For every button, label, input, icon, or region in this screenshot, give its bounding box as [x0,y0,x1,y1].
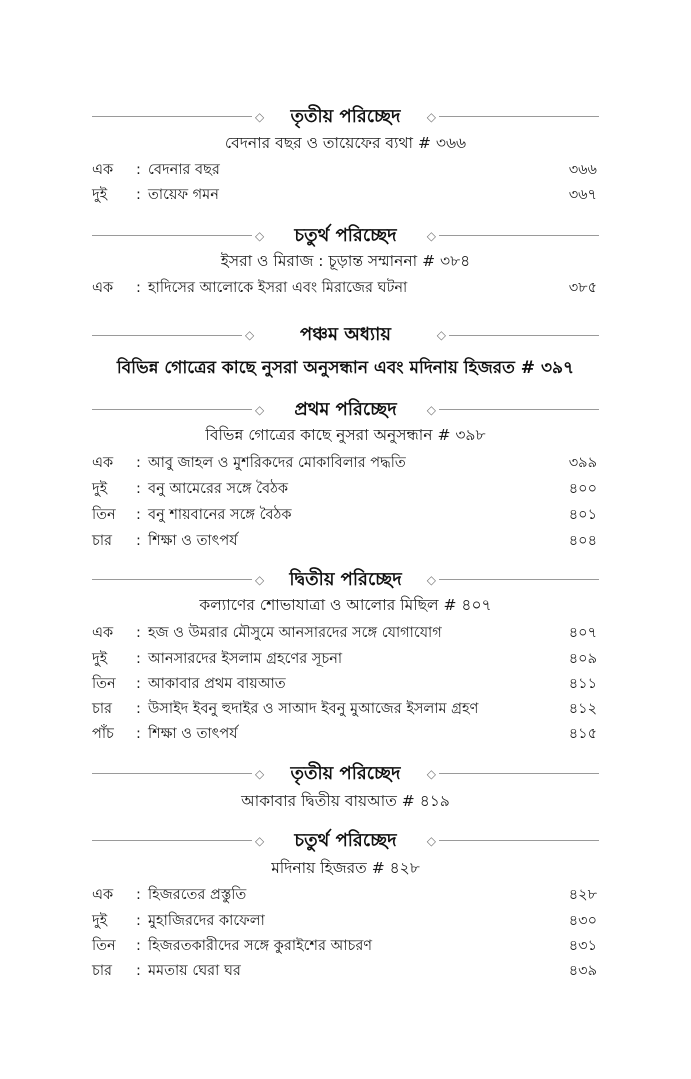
entry-number: এক [92,625,114,641]
entry-separator: : [136,162,141,178]
divider-line [449,335,599,336]
part-title: পঞ্চম অধ্যায় [300,324,391,345]
entry-title: হজ ও উমরার মৌসুমে আনসারদের সঙ্গে যোগাযোগ [148,625,442,641]
ornament-icon: ◇ [255,110,265,124]
toc-entry[interactable] [92,721,599,747]
entry-page: ৪১১ [568,676,597,692]
entry-title: মমতায় ঘেরা ঘর [148,963,241,979]
entry-page: ৪৩১ [568,938,597,954]
toc-entry[interactable] [92,502,599,528]
toc-entry[interactable] [92,958,599,984]
section-title: চতুর্থ পরিচ্ছেদ [294,225,397,246]
entry-separator: : [136,280,141,296]
entry-title: বেদনার বছর [148,162,220,178]
entry-number: পাঁচ [92,726,114,742]
entry-separator: : [136,481,141,497]
section-subtitle: বিভিন্ন গোত্রের কাছে নুসরা অনুসন্ধান # ৩৯৮ [205,426,486,444]
entry-page: ৪০৭ [568,625,597,641]
entry-separator: : [136,676,141,692]
ornament-icon: ◇ [426,573,436,587]
entry-number: চার [92,701,113,717]
entry-number: এক [92,887,114,903]
entry-number: দুই [92,913,108,929]
entry-title: আকাবার প্রথম বায়আত [148,676,286,692]
toc-entry[interactable] [92,157,599,183]
entry-separator: : [136,938,141,954]
ornament-icon: ◇ [426,229,436,243]
entry-page: ৪০১ [568,507,597,523]
entry-separator: : [136,701,141,717]
entry-separator: : [136,726,141,742]
part-subtitle: বিভিন্ন গোত্রের কাছে নুসরা অনুসন্ধান এবং মদিনায় হিজরত # ৩৯৭ [116,358,575,378]
toc-entry[interactable] [92,646,599,672]
divider-line [439,116,599,117]
section-subtitle: কল্যাণের শোভাযাত্রা ও আলোর মিছিল # ৪০৭ [199,596,492,614]
section-subtitle: আকাবার দ্বিতীয় বায়আত # ৪১৯ [241,792,450,810]
entry-number: চার [92,533,113,549]
section-header [92,221,599,251]
ornament-icon: ◇ [426,834,436,848]
ornament-icon: ◇ [426,403,436,417]
entry-title: শিক্ষা ও তাৎপর্য [148,533,238,549]
entry-page: ৪১২ [568,701,597,717]
entry-page: ৪০৯ [568,651,597,667]
entry-separator: : [136,187,141,203]
entry-page: ৪৩৯ [568,963,597,979]
ornament-icon: ◇ [436,328,446,342]
entry-number: দুই [92,187,108,203]
section-title: দ্বিতীয় পরিচ্ছেদ [289,569,402,590]
entry-page: ৩৬৭ [568,187,597,203]
entry-title: আবু জাহল ও মুশরিকদের মোকাবিলার পদ্ধতি [148,455,406,471]
section-subtitle: বেদনার বছর ও তায়েফের ব্যথা # ৩৬৬ [224,134,467,152]
section-header [92,102,599,132]
section-subtitle: মদিনায় হিজরত # ৪২৮ [271,859,420,877]
entry-page: ৩৯৯ [568,455,597,471]
ornament-icon: ◇ [255,834,265,848]
entry-title: হিজরতের প্রস্তুতি [148,887,247,903]
toc-entry[interactable] [92,275,599,301]
section-header [92,826,599,856]
entry-separator: : [136,651,141,667]
toc-entry[interactable] [92,476,599,502]
entry-title: হিজরতকারীদের সঙ্গে কুরাইশের আচরণ [148,938,373,954]
entry-page: ৪০৪ [568,533,597,549]
ornament-icon: ◇ [255,767,265,781]
entry-title: আনসারদের ইসলাম গ্রহণের সূচনা [148,651,343,667]
entry-title: বনু শায়বানের সঙ্গে বৈঠক [148,507,292,523]
section-title: চতুর্থ পরিচ্ছেদ [294,830,397,851]
ornament-icon: ◇ [255,403,265,417]
section-subtitle: ইসরা ও মিরাজ : চূড়ান্ত সম্মাননা # ৩৮৪ [220,252,471,270]
toc-entry[interactable] [92,933,599,959]
entry-separator: : [136,913,141,929]
entry-number: তিন [92,507,116,523]
toc-entry[interactable] [92,908,599,934]
entry-title: মুহাজিরদের কাফেলা [148,913,265,929]
entry-title: উসাইদ ইবনু হুদাইর ও সাআদ ইবনু মুআজের ইসলাম গ্রহণ [148,701,479,717]
part-header [92,320,599,350]
entry-number: তিন [92,938,116,954]
entry-number: দুই [92,651,108,667]
entry-page: ৪২৮ [568,887,597,903]
entry-number: এক [92,455,114,471]
divider-line [439,773,599,774]
section-title: তৃতীয় পরিচ্ছেদ [290,106,401,127]
entry-number: দুই [92,481,108,497]
divider-line [439,840,599,841]
toc-entry[interactable] [92,882,599,908]
ornament-icon: ◇ [255,229,265,243]
section-header [92,759,599,789]
ornament-icon: ◇ [426,110,436,124]
toc-entry[interactable] [92,671,599,697]
toc-entry[interactable] [92,182,599,208]
divider-line [439,235,599,236]
entry-title: বনু আমেরের সঙ্গে বৈঠক [148,481,288,497]
divider-line [439,409,599,410]
entry-number: চার [92,963,113,979]
section-title: প্রথম পরিচ্ছেদ [294,399,397,420]
toc-entry[interactable] [92,450,599,476]
entry-separator: : [136,887,141,903]
entry-title: তায়েফ গমন [148,187,219,203]
entry-title: শিক্ষা ও তাৎপর্য [148,726,238,742]
toc-entry[interactable] [92,528,599,554]
section-header [92,565,599,595]
entry-separator: : [136,963,141,979]
entry-separator: : [136,533,141,549]
entry-number: তিন [92,676,116,692]
entry-page: ৪৩০ [568,913,597,929]
entry-page: ৪০০ [568,481,597,497]
ornament-icon: ◇ [245,328,255,342]
ornament-icon: ◇ [255,573,265,587]
entry-separator: : [136,625,141,641]
entry-page: ৩৬৬ [568,162,597,178]
entry-page: ৪১৫ [568,726,597,742]
entry-number: এক [92,162,114,178]
toc-entry[interactable] [92,696,599,722]
entry-number: এক [92,280,114,296]
entry-title: হাদিসের আলোকে ইসরা এবং মিরাজের ঘটনা [148,280,408,296]
toc-entry[interactable] [92,620,599,646]
section-header [92,395,599,425]
entry-separator: : [136,507,141,523]
entry-separator: : [136,455,141,471]
divider-line [439,579,599,580]
entry-page: ৩৮৫ [568,280,597,296]
ornament-icon: ◇ [426,767,436,781]
section-title: তৃতীয় পরিচ্ছেদ [290,763,401,784]
